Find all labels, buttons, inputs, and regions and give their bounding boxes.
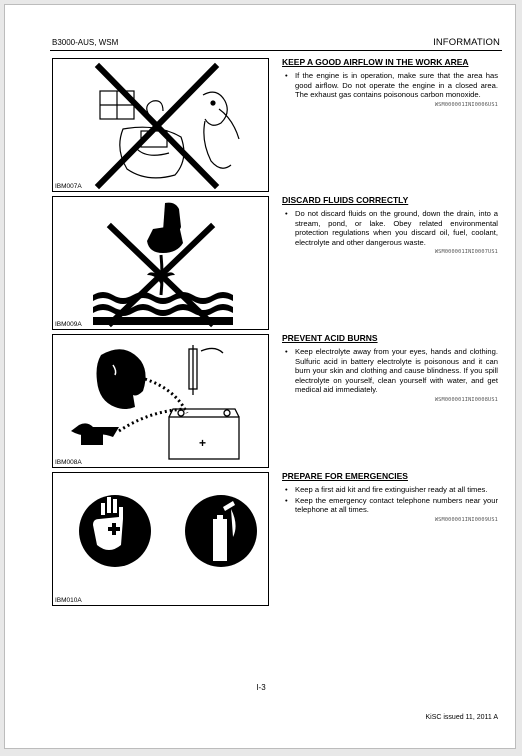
- section-title: PREVENT ACID BURNS: [282, 333, 378, 343]
- section-fluids: [282, 195, 498, 255]
- bullet-item: • Do not discard fluids on the ground, down the drain, into a stream, pond, or lake. Obey related environmental protection regulations when you discard oil, fuel, coolant, electrolyte and other dangerous waste.: [285, 209, 498, 247]
- section-code: WSM000001INI0009US1: [434, 516, 498, 523]
- no-engine-indoors-icon: [53, 59, 270, 193]
- section-title: DISCARD FLUIDS CORRECTLY: [282, 195, 409, 205]
- bullet-item: • Keep the emergency contact telephone numbers near your telephone at all times.: [285, 495, 498, 515]
- figure-fluids: [52, 196, 269, 330]
- document-code: B3000-AUS, WSM: [52, 38, 119, 47]
- figure-label: IBM008A: [55, 459, 82, 466]
- section-code: WSM000001INI0006US1: [434, 101, 498, 108]
- chapter-title: INFORMATION: [433, 37, 500, 48]
- no-dumping-fluids-icon: [53, 197, 270, 331]
- figure-label: IBM009A: [55, 321, 82, 328]
- first-aid-and-fire-extinguisher-icon: [53, 473, 270, 607]
- section-title: KEEP A GOOD AIRFLOW IN THE WORK AREA: [282, 57, 469, 67]
- figure-airflow: [52, 58, 269, 192]
- section-title: PREPARE FOR EMERGENCIES: [282, 471, 408, 481]
- section-acid: [282, 333, 498, 403]
- page-number: I-3: [256, 683, 266, 692]
- section-code: WSM000001INI0007US1: [434, 249, 498, 256]
- figure-acid: [52, 334, 269, 468]
- bullet-item: • Keep a first aid kit and fire extinguisher ready at all times.: [285, 485, 488, 494]
- svg-text:+: +: [199, 436, 207, 450]
- section-emergencies: [282, 471, 498, 523]
- section-airflow: [282, 57, 498, 108]
- battery-acid-warning-icon: [53, 335, 270, 469]
- bullet-item: • Keep electrolyte away from your eyes, hands and clothing. Sulfuric acid in battery electrolyte is poisonous and it can burn your skin and clothing and cause blindness. If you spill electrolyte on yourself, clean yourself with water, and get medical aid immediately.: [285, 347, 498, 395]
- figure-label: IBM007A: [55, 183, 82, 190]
- header-rule: [50, 50, 502, 51]
- section-code: WSM000001INI0008US1: [434, 396, 498, 403]
- figure-label: IBM010A: [55, 597, 82, 604]
- figure-emergencies: [52, 472, 269, 606]
- bullet-item: • If the engine is in operation, make sure that the area has good airflow. Do not operate the engine in a closed area. The exhaust gas contains poisonous carbon monoxide.: [285, 71, 498, 100]
- issue-footer: KiSC issued 11, 2011 A: [425, 714, 498, 721]
